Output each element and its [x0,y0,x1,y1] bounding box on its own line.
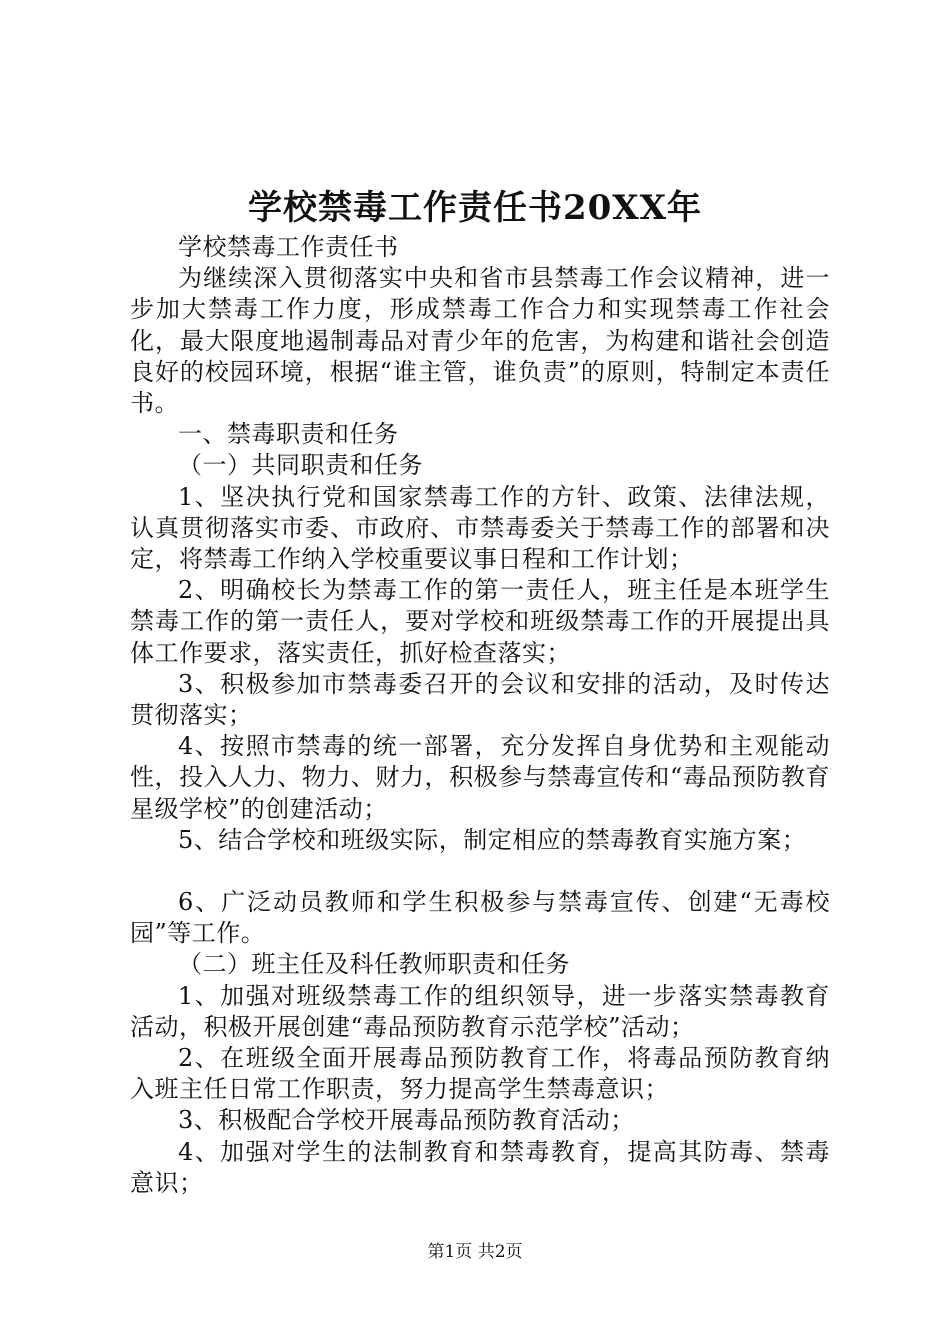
document-title: 学校禁毒工作责任书20XX年 [247,188,703,228]
page-number-footer: 第1页 共2页 [427,1242,523,1262]
subsection-heading: （二）班主任及科任教师职责和任务 [178,950,570,979]
subsection-heading: （一）共同职责和任务 [178,451,423,480]
paragraph: 6、广泛动员教师和学生积极参与禁毒宣传、创建“无毒校园”等工作。 [130,888,830,948]
section-heading: 一、禁毒职责和任务 [178,420,399,449]
paragraph: 4、加强对学生的法制教育和禁毒教育，提高其防毒、禁毒意识； [130,1137,830,1197]
paragraph: 4、按照市禁毒的统一部署，充分发挥自身优势和主观能动性，投入人力、物力、财力，积极参与禁毒宣传和“毒品预防教育星级学校”的创建活动； [130,732,830,823]
paragraph: 1、加强对班级禁毒工作的组织领导，进一步落实禁毒教育活动，积极开展创建“毒品预防教育示范学校”活动； [130,981,830,1041]
paragraph: 5、结合学校和班级实际，制定相应的禁毒教育实施方案； [178,825,807,854]
paragraph: 2、明确校长为禁毒工作的第一责任人，班主任是本班学生禁毒工作的第一责任人，要对学校和班级禁毒工作的开展提出具体工作要求，落实责任，抓好检查落实； [130,576,830,667]
paragraph: 学校禁毒工作责任书 [178,233,399,261]
paragraph: 为继续深入贯彻落实中央和省市县禁毒工作会议精神，进一步加大禁毒工作力度，形成禁毒工作合力和实现禁毒工作社会化，最大限度地遏制毒品对青少年的危害，为构建和谐社会创造良好的校园环境，根据“谁主管，谁负责”的原则，特制定本责任书。 [130,264,830,418]
paragraph: 3、积极配合学校开展毒品预防教育活动； [178,1106,635,1135]
document-body [130,232,830,1199]
paragraph: 3、积极参加市禁毒委召开的会议和安排的活动，及时传达贯彻落实； [130,669,830,730]
paragraph: 2、在班级全面开展毒品预防教育工作，将毒品预防教育纳入班主任日常工作职责，努力提高学生禁毒意识； [130,1044,830,1104]
paragraph: 1、坚决执行党和国家禁毒工作的方针、政策、法律法规，认真贯彻落实市委、市政府、市禁毒委关于禁毒工作的部署和决定，将禁毒工作纳入学校重要议事日程和工作计划； [130,482,830,574]
